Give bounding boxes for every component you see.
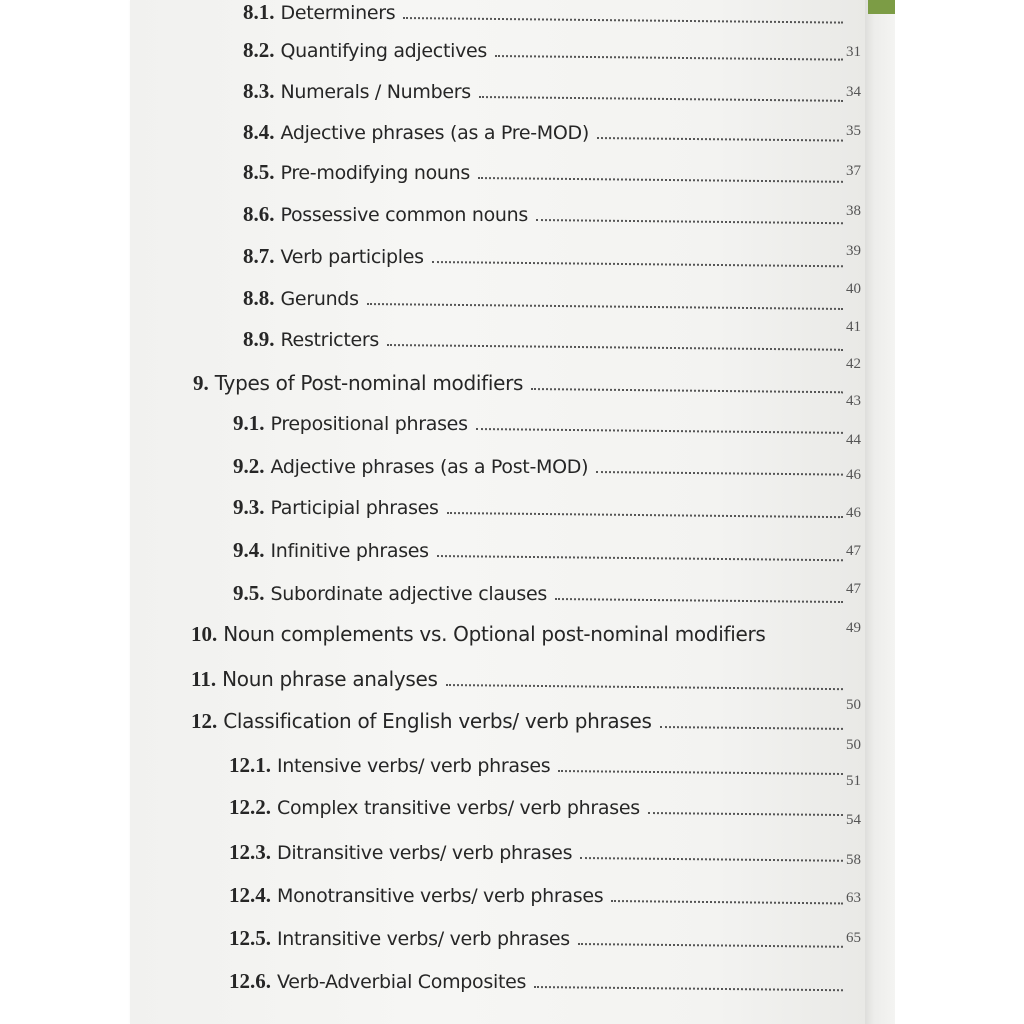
toc-number: 10. (191, 622, 218, 646)
toc-title: Determiners (280, 2, 396, 24)
toc-number: 8.1. (243, 0, 275, 24)
toc-title: Participial phrases (270, 497, 439, 519)
toc-number: 9.2. (233, 454, 265, 478)
toc-title: Monotransitive verbs/ verb phrases (277, 885, 604, 907)
toc-entry (229, 969, 843, 999)
toc-page-number: 58 (846, 852, 861, 868)
toc-page-number: 65 (846, 930, 861, 946)
toc-title: Verb participles (280, 246, 424, 268)
toc-leader-dots (387, 330, 843, 351)
toc-leader-dots (447, 498, 843, 518)
toc-number: 12.3. (229, 840, 271, 864)
toc-page-number: 47 (846, 581, 861, 597)
toc-number: 8.8. (243, 286, 275, 310)
toc-number: 8.4. (243, 120, 275, 144)
toc-leader-dots (536, 205, 843, 224)
toc-page-number: 44 (846, 432, 861, 448)
toc-number: 9.5. (233, 581, 265, 605)
toc-title: Classification of English verbs/ verb phrases (223, 709, 652, 733)
toc-entry (243, 38, 843, 68)
toc-page-number: 34 (846, 84, 861, 100)
toc-entry (243, 244, 843, 274)
toc-entry (243, 202, 843, 232)
toc-number: 8.3. (243, 79, 275, 103)
toc-page-number: 51 (846, 773, 861, 789)
toc-leader-dots (495, 41, 843, 61)
toc-leader-dots (611, 886, 843, 904)
toc-leader-dots (558, 756, 843, 775)
toc-title: Restricters (280, 329, 379, 351)
toc-entry (233, 538, 843, 568)
toc-page-number: 46 (846, 505, 861, 521)
toc-number: 8.6. (243, 202, 275, 226)
toc-title: Noun phrase analyses (222, 667, 438, 691)
toc-entry (233, 454, 843, 484)
toc-page-number: 46 (846, 467, 861, 483)
toc-leader-dots (648, 798, 843, 816)
toc-leader-dots (403, 3, 843, 24)
toc-title: Intransitive verbs/ verb phrases (277, 928, 570, 950)
toc-number: 9. (193, 371, 209, 395)
toc-leader-dots (476, 414, 843, 434)
toc-leader-dots (578, 929, 843, 948)
toc-entry (243, 160, 843, 190)
toc-entry (193, 371, 843, 401)
toc-page-number: 47 (846, 543, 861, 559)
toc-page-number: 63 (846, 890, 861, 906)
toc-entry (233, 495, 843, 525)
toc-entry (191, 622, 843, 652)
toc-page-number: 37 (846, 163, 861, 179)
toc-page-number: 31 (846, 44, 861, 60)
toc-leader-dots (446, 670, 843, 690)
toc-leader-dots (580, 843, 843, 862)
toc-title: Intensive verbs/ verb phrases (277, 755, 551, 777)
toc-entry (229, 795, 843, 825)
toc-number: 9.3. (233, 495, 265, 519)
toc-number: 8.7. (243, 244, 275, 268)
toc-page-number: 43 (846, 393, 861, 409)
toc-page-number: 39 (846, 243, 861, 259)
toc-page-number: 40 (846, 281, 861, 297)
toc-title: Ditransitive verbs/ verb phrases (277, 842, 573, 864)
toc-entry (243, 79, 843, 109)
toc-number: 8.5. (243, 160, 275, 184)
toc-entry (233, 581, 843, 611)
toc-title: Infinitive phrases (270, 540, 429, 562)
toc-entry (229, 883, 843, 913)
toc-entry (243, 286, 843, 316)
toc-page-number: 49 (846, 620, 861, 636)
toc-page-number: 41 (846, 319, 861, 335)
toc-page-number: 38 (846, 203, 861, 219)
toc-number: 11. (191, 667, 217, 691)
toc-leader-dots (531, 374, 843, 393)
toc-leader-dots (660, 712, 844, 730)
toc-entry (229, 926, 843, 956)
toc-title: Pre-modifying nouns (280, 162, 471, 184)
toc-page-number: 54 (846, 812, 861, 828)
toc-entry (243, 327, 843, 357)
toc-title: Subordinate adjective clauses (270, 583, 547, 605)
toc-entry (243, 120, 843, 150)
toc-number: 8.2. (243, 38, 275, 62)
toc-leader-dots (597, 123, 843, 142)
toc-leader-dots (479, 82, 843, 102)
toc-title: Adjective phrases (as a Pre-MOD) (280, 122, 589, 144)
toc-number: 9.1. (233, 411, 265, 435)
toc-entry (191, 709, 843, 739)
toc-title: Verb-Adverbial Composites (277, 971, 527, 993)
toc-entry (229, 753, 843, 783)
toc-page-number: 35 (846, 123, 861, 139)
toc-title: Prepositional phrases (270, 413, 468, 435)
toc-number: 12.2. (229, 795, 271, 819)
toc-number: 12.6. (229, 969, 271, 993)
toc-page-number: 42 (846, 356, 861, 372)
toc-number: 12.4. (229, 883, 271, 907)
toc-title: Quantifying adjectives (280, 40, 488, 62)
toc-number: 12.1. (229, 753, 271, 777)
toc-title: Numerals / Numbers (280, 81, 471, 103)
toc-title: Types of Post-nominal modifiers (214, 371, 524, 395)
toc-page-number: 50 (846, 697, 861, 713)
toc-entry (229, 840, 843, 870)
toc-leader-dots (367, 289, 843, 310)
toc-number: 12.5. (229, 926, 271, 950)
toc-leader-dots (437, 541, 843, 561)
toc-leader-dots (596, 457, 843, 476)
toc-number: 9.4. (233, 538, 265, 562)
toc-leader-dots (478, 163, 843, 183)
toc-page-number: 50 (846, 737, 861, 753)
toc-title: Complex transitive verbs/ verb phrases (277, 797, 640, 819)
toc-entry (191, 667, 843, 697)
toc-title: Adjective phrases (as a Post-MOD) (270, 456, 589, 478)
toc-leader-dots (555, 584, 843, 603)
toc-leader-dots (432, 247, 843, 267)
toc-leader-dots (534, 972, 843, 991)
toc-entry (233, 411, 843, 441)
toc-title: Possessive common nouns (280, 204, 528, 226)
toc-entry (243, 0, 843, 30)
toc-title: Gerunds (280, 288, 359, 310)
toc-number: 8.9. (243, 327, 275, 351)
toc-title: Noun complements vs. Optional post-nominal modifiers (223, 622, 766, 646)
toc-number: 12. (191, 709, 218, 733)
